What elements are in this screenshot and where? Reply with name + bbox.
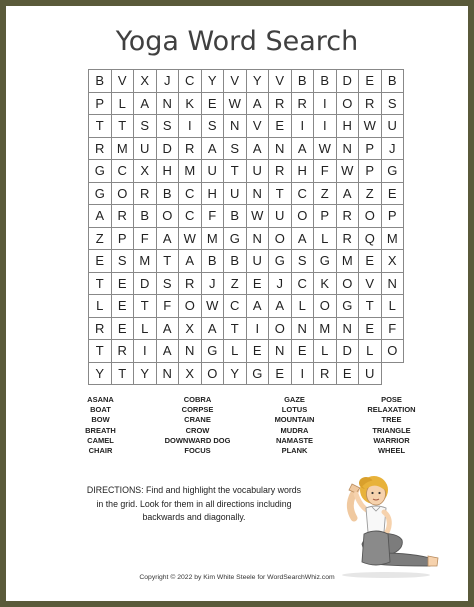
- grid-cell: R: [179, 138, 202, 161]
- grid-cell: T: [134, 295, 157, 318]
- grid-cell: D: [337, 340, 360, 363]
- grid-cell: Y: [202, 70, 225, 93]
- grid-cell: L: [314, 340, 337, 363]
- grid-cell: W: [202, 295, 225, 318]
- grid-cell: F: [314, 160, 337, 183]
- grid-cell: V: [269, 70, 292, 93]
- grid-cell: T: [359, 295, 382, 318]
- grid-cell: A: [337, 183, 360, 206]
- grid-cell: L: [112, 93, 135, 116]
- grid-cell: O: [292, 205, 315, 228]
- grid-cell: A: [179, 250, 202, 273]
- grid-cell: M: [202, 228, 225, 251]
- grid-cell: U: [359, 363, 382, 386]
- vocabulary-word: ASANA: [87, 395, 114, 404]
- grid-cell: E: [382, 183, 405, 206]
- grid-cell: N: [179, 340, 202, 363]
- grid-cell: O: [179, 295, 202, 318]
- grid-cell: G: [224, 228, 247, 251]
- grid-cell: R: [269, 160, 292, 183]
- grid-cell: G: [202, 340, 225, 363]
- grid-cell: O: [314, 295, 337, 318]
- grid-cell: H: [292, 160, 315, 183]
- grid-cell: L: [292, 295, 315, 318]
- grid-cell: W: [179, 228, 202, 251]
- copyright-notice: Copyright © 2022 by Kim White Steele for WordSearchWhiz.com: [139, 574, 335, 581]
- worksheet: [6, 6, 468, 601]
- grid-cell: V: [112, 70, 135, 93]
- grid-cell: Y: [134, 363, 157, 386]
- grid-cell: T: [157, 250, 180, 273]
- grid-cell: P: [359, 138, 382, 161]
- vocabulary-word: GAZE: [284, 395, 305, 404]
- vocabulary-word: CRANE: [184, 415, 211, 425]
- grid-cell: A: [269, 295, 292, 318]
- grid-cell: H: [337, 115, 360, 138]
- grid-cell: E: [359, 318, 382, 341]
- grid-cell: S: [224, 138, 247, 161]
- grid-cell: I: [179, 115, 202, 138]
- grid-cell: H: [157, 160, 180, 183]
- grid-cell: M: [337, 250, 360, 273]
- grid-cell: S: [202, 115, 225, 138]
- grid-cell: X: [179, 363, 202, 386]
- grid-cell: E: [269, 115, 292, 138]
- grid-cell: J: [382, 138, 405, 161]
- grid-cell: O: [382, 340, 405, 363]
- grid-cell: A: [134, 93, 157, 116]
- vocabulary-word: LOTUS: [281, 405, 308, 415]
- vocabulary-word: WHEEL: [377, 445, 406, 455]
- directions-text: [74, 484, 314, 525]
- grid-cell: E: [202, 93, 225, 116]
- grid-cell: O: [337, 273, 360, 296]
- grid-cell: R: [112, 205, 135, 228]
- vocabulary-word: MUDRA: [280, 425, 309, 435]
- grid-cell: M: [179, 160, 202, 183]
- grid-cell: C: [224, 295, 247, 318]
- grid-cell: K: [179, 93, 202, 116]
- grid-cell: Y: [247, 70, 270, 93]
- grid-cell: N: [337, 138, 360, 161]
- grid-cell: A: [247, 138, 270, 161]
- grid-cell: G: [89, 183, 112, 206]
- grid-cell: T: [112, 363, 135, 386]
- grid-cell: B: [157, 183, 180, 206]
- directions-line: backwards and diagonally.: [142, 512, 246, 522]
- grid-cell: N: [247, 228, 270, 251]
- grid-cell: E: [337, 363, 360, 386]
- grid-cell: U: [269, 205, 292, 228]
- grid-cell: A: [292, 228, 315, 251]
- grid-cell: A: [292, 138, 315, 161]
- vocabulary-word: RELAXATION: [367, 405, 416, 415]
- grid-cell: B: [134, 205, 157, 228]
- grid-cell: C: [179, 205, 202, 228]
- grid-cell: I: [134, 340, 157, 363]
- grid-cell: Z: [89, 228, 112, 251]
- grid-cell: E: [112, 273, 135, 296]
- grid-cell: I: [292, 363, 315, 386]
- grid-cell: U: [202, 160, 225, 183]
- grid-cell: T: [89, 273, 112, 296]
- grid-cell: B: [382, 70, 405, 93]
- grid-cell: O: [269, 318, 292, 341]
- grid-cell: T: [89, 340, 112, 363]
- grid-cell: R: [89, 138, 112, 161]
- grid-cell: M: [314, 318, 337, 341]
- grid-cell: N: [382, 273, 405, 296]
- grid-cell: S: [157, 273, 180, 296]
- grid-cell: D: [134, 273, 157, 296]
- grid-cell: T: [224, 160, 247, 183]
- grid-cell: U: [134, 138, 157, 161]
- grid-cell: A: [157, 228, 180, 251]
- grid-cell: O: [337, 93, 360, 116]
- grid-cell: F: [202, 205, 225, 228]
- grid-cell: R: [314, 363, 337, 386]
- grid-cell: B: [224, 250, 247, 273]
- grid-cell: X: [134, 160, 157, 183]
- grid-cell: R: [89, 318, 112, 341]
- vocabulary-word: CROW: [185, 425, 210, 435]
- grid-cell: H: [202, 183, 225, 206]
- vocabulary-word: BOAT: [90, 405, 111, 415]
- vocabulary-word: NAMASTE: [275, 435, 314, 445]
- grid-cell: F: [382, 318, 405, 341]
- vocabulary-word: POSE: [381, 395, 402, 404]
- grid-cell: R: [112, 340, 135, 363]
- grid-cell: S: [292, 250, 315, 273]
- grid-cell: T: [224, 318, 247, 341]
- grid-cell: E: [292, 340, 315, 363]
- grid-cell: Z: [359, 183, 382, 206]
- grid-cell: N: [269, 340, 292, 363]
- grid-cell: N: [224, 115, 247, 138]
- grid-cell: Y: [89, 363, 112, 386]
- grid-cell: X: [382, 250, 405, 273]
- grid-cell: R: [337, 205, 360, 228]
- grid-cell: E: [89, 250, 112, 273]
- grid-cell: I: [247, 318, 270, 341]
- grid-cell: S: [134, 115, 157, 138]
- grid-cell: A: [247, 93, 270, 116]
- grid-cell: W: [224, 93, 247, 116]
- grid-cell: G: [382, 160, 405, 183]
- grid-cell: A: [202, 318, 225, 341]
- grid-cell: O: [269, 228, 292, 251]
- grid-cell: E: [112, 318, 135, 341]
- grid-cell: N: [337, 318, 360, 341]
- grid-cell: E: [359, 70, 382, 93]
- grid-cell: G: [247, 363, 270, 386]
- grid-cell: U: [382, 115, 405, 138]
- grid-cell: B: [224, 205, 247, 228]
- grid-cell: W: [314, 138, 337, 161]
- vocabulary-word: FOCUS: [184, 445, 211, 455]
- grid-cell: E: [247, 340, 270, 363]
- grid-cell: B: [292, 70, 315, 93]
- grid-cell: N: [157, 93, 180, 116]
- grid-cell: R: [359, 93, 382, 116]
- grid-cell: R: [269, 93, 292, 116]
- vocabulary-word: CAMEL: [87, 435, 114, 445]
- grid-cell: V: [247, 115, 270, 138]
- vocabulary-word: TREE: [381, 415, 402, 425]
- grid-cell: B: [314, 70, 337, 93]
- grid-cell: B: [202, 250, 225, 273]
- grid-cell: R: [179, 273, 202, 296]
- grid-cell: L: [359, 340, 382, 363]
- grid-cell: V: [359, 273, 382, 296]
- grid-cell: A: [157, 340, 180, 363]
- directions-line: DIRECTIONS: Find and highlight the vocabulary words: [86, 485, 302, 495]
- vocabulary-word: DOWNWARD DOG: [164, 435, 231, 445]
- grid-cell: Q: [359, 228, 382, 251]
- grid-cell: I: [292, 115, 315, 138]
- grid-cell: B: [89, 70, 112, 93]
- grid-cell: P: [112, 228, 135, 251]
- vocabulary-word: PLANK: [281, 445, 308, 455]
- grid-cell: I: [314, 93, 337, 116]
- grid-cell: J: [269, 273, 292, 296]
- grid-cell: E: [269, 363, 292, 386]
- grid-cell: P: [359, 160, 382, 183]
- grid-cell: C: [112, 160, 135, 183]
- grid-cell: W: [337, 160, 360, 183]
- grid-cell: C: [179, 70, 202, 93]
- grid-cell: G: [337, 295, 360, 318]
- grid-cell: F: [134, 228, 157, 251]
- vocabulary-word: CHAIR: [88, 445, 113, 455]
- grid-cell: S: [157, 115, 180, 138]
- grid-cell: T: [89, 115, 112, 138]
- directions-line: in the grid. Look for them in all directions including: [96, 498, 292, 509]
- grid-cell: P: [89, 93, 112, 116]
- grid-cell: R: [337, 228, 360, 251]
- grid-cell: Y: [224, 363, 247, 386]
- grid-cell: A: [247, 295, 270, 318]
- grid-cell: I: [314, 115, 337, 138]
- vocabulary-word: WARRIOR: [373, 435, 410, 445]
- grid-cell: E: [247, 273, 270, 296]
- page-title: Yoga Word Search: [115, 26, 359, 57]
- grid-cell: O: [157, 205, 180, 228]
- grid-cell: G: [314, 250, 337, 273]
- grid-cell: D: [157, 138, 180, 161]
- grid-cell: U: [247, 250, 270, 273]
- grid-cell: P: [314, 205, 337, 228]
- grid-cell: N: [269, 138, 292, 161]
- grid-cell: Z: [314, 183, 337, 206]
- grid-cell: C: [292, 183, 315, 206]
- grid-cell: N: [157, 363, 180, 386]
- grid-cell: M: [382, 228, 405, 251]
- grid-cell: W: [247, 205, 270, 228]
- vocabulary-word: CORPSE: [181, 405, 214, 415]
- grid-cell: X: [134, 70, 157, 93]
- grid-cell: L: [382, 295, 405, 318]
- vocabulary-word: COBRA: [183, 395, 212, 404]
- grid-cell: L: [134, 318, 157, 341]
- word-list: [56, 395, 436, 456]
- vocabulary-word: MOUNTAIN: [274, 415, 315, 425]
- grid-cell: D: [337, 70, 360, 93]
- grid-cell: K: [314, 273, 337, 296]
- grid-cell: S: [112, 250, 135, 273]
- grid-cell: C: [179, 183, 202, 206]
- grid-cell: U: [247, 160, 270, 183]
- grid-cell: A: [89, 205, 112, 228]
- grid-cell: X: [179, 318, 202, 341]
- grid-cell: C: [292, 273, 315, 296]
- grid-cell: L: [314, 228, 337, 251]
- grid-cell: O: [202, 363, 225, 386]
- grid-cell: M: [134, 250, 157, 273]
- vocabulary-word: BOW: [91, 415, 110, 425]
- yoga-pose-illustration: [326, 474, 444, 580]
- grid-cell: E: [359, 250, 382, 273]
- grid-cell: P: [382, 205, 405, 228]
- grid-cell: Z: [224, 273, 247, 296]
- grid-cell: O: [112, 183, 135, 206]
- grid-cell: U: [224, 183, 247, 206]
- grid-cell: L: [224, 340, 247, 363]
- grid-cell: E: [112, 295, 135, 318]
- vocabulary-word: TRIANGLE: [372, 425, 411, 435]
- grid-cell: F: [157, 295, 180, 318]
- grid-cell: S: [382, 93, 405, 116]
- grid-cell: W: [359, 115, 382, 138]
- grid-cell: A: [202, 138, 225, 161]
- grid-cell: O: [359, 205, 382, 228]
- grid-cell: J: [202, 273, 225, 296]
- grid-cell: G: [89, 160, 112, 183]
- grid-cell: T: [112, 115, 135, 138]
- grid-cell: T: [269, 183, 292, 206]
- grid-cell: R: [292, 93, 315, 116]
- grid-cell: G: [269, 250, 292, 273]
- grid-cell: L: [89, 295, 112, 318]
- vocabulary-word: BREATH: [85, 425, 116, 435]
- grid-cell: N: [247, 183, 270, 206]
- letter-grid: [88, 69, 404, 385]
- grid-cell: A: [157, 318, 180, 341]
- grid-cell: R: [134, 183, 157, 206]
- grid-cell: J: [157, 70, 180, 93]
- grid-cell: M: [112, 138, 135, 161]
- grid-cell: N: [292, 318, 315, 341]
- grid-cell: V: [224, 70, 247, 93]
